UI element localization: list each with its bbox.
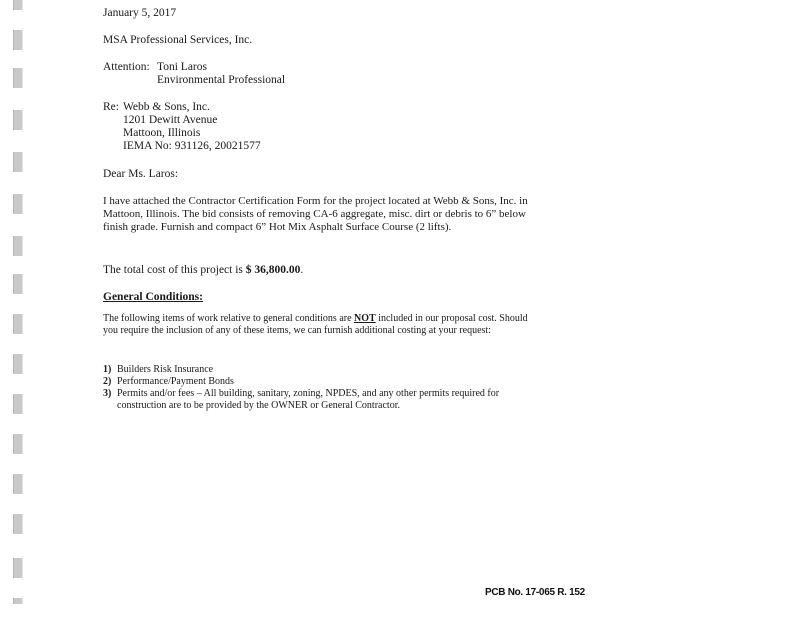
list-item-number: 1) [103,364,112,375]
re-company: Webb & Sons, Inc. [123,101,210,113]
general-conditions-heading: General Conditions: [103,291,203,303]
list-item-text: Permits and/or fees – All building, sanitary, zoning, NPDES, and any other permits required for construction are to be provided by the OWNER or General Contractor. [117,388,500,411]
list-item [103,388,533,412]
recipient-company: MSA Professional Services, Inc. [103,34,253,46]
list-item-text: Performance/Payment Bonds [117,376,234,387]
list-item [103,376,533,388]
pcb-stamp: PCB No. 17-065 R. 152 [485,587,585,598]
attention-name: Toni Laros [157,61,207,73]
attention-title: Environmental Professional [157,74,286,86]
gc-text-after: included in our proposal cost. Should you require the inclusion of any of these items, we can furnish additional costing at your request: [103,313,528,336]
salutation: Dear Ms. Laros: [103,168,179,180]
total-cost-amount: $ 36,800.00 [245,264,301,276]
list-item [103,364,533,376]
list-item-text: Builders Risk Insurance [117,364,214,375]
attention-label: Attention: [103,61,150,73]
gc-not-emphasis: NOT [354,313,376,324]
list-item-number: 3) [103,388,112,399]
gc-text-before: The following items of work relative to general conditions are [103,313,355,324]
general-conditions-paragraph [103,313,533,337]
re-address-line1: 1201 Dewitt Avenue [123,114,218,126]
letter-date: January 5, 2017 [103,7,177,19]
total-cost-prefix: The total cost of this project is [103,264,246,276]
re-address-line2: Mattoon, Illinois [123,127,201,139]
list-item-number: 2) [103,376,112,387]
re-label: Re: [103,101,119,113]
re-iema-number: IEMA No: 931126, 20021577 [123,140,261,152]
general-conditions-list [103,364,533,412]
body-paragraph: I have attached the Contractor Certification Form for the project located at Webb & Sons, Inc. in Mattoon, Illinois. The bid consists of removing CA-6 aggregate, misc. dirt or debris to 6” below finish grade. Furnish and compact 6” Hot Mix Asphalt Surface Course (2 lifts). [103,195,528,233]
total-cost-line [103,263,303,277]
total-cost-suffix: . [300,264,304,276]
